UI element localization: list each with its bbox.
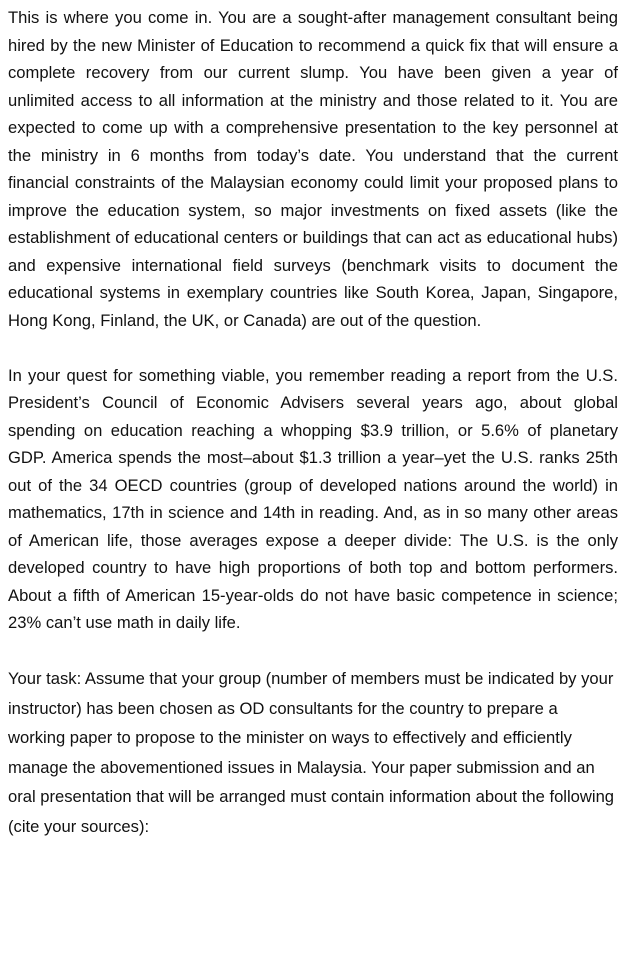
context-paragraph: In your quest for something viable, you remember reading a report from the U.S. President’s Council of Economic Advisers several years ago, about global spending on education reaching a whopping $3.9 trillion, or 5.6% of planetary GDP. America spends the most–about $1.3 trillion a year–yet the U.S. ranks 25th out of the 34 OECD countries (group of developed nations around the world) in mathematics, 17th in science and 14th in reading. And, as in so many other areas of American life, those averages expose a deeper divide: The U.S. is the only developed country to have high proportions of both top and bottom performers. About a fifth of American 15-year-olds do not have basic competence in science; 23% can’t use math in daily life. bbox=[8, 365, 618, 632]
task-paragraph: Your task: Assume that your group (number of members must be indicated by your instructor) has been chosen as OD consultants for the country to prepare a working paper to propose to the minister on ways to effectively and efficiently manage the abovementioned issues in Malaysia. Your paper submission and an oral presentation that will be arranged must contain information about the following (cite your sources): bbox=[8, 669, 615, 836]
intro-paragraph: This is where you come in. You are a sought-after management consultant being hired by the new Minister of Education to recommend a quick fix that will ensure a complete recovery from our current slump. You have been given a year of unlimited access to all information at the ministry and those related to it. You are expected to come up with a comprehensive presentation to the key personnel at the ministry in 6 months from today’s date. You understand that the current financial constraints of the Malaysian economy could limit your proposed plans to improve the education system, so major investments on fixed assets (like the establishment of educational centers or buildings that can act as educational hubs) and expensive international field surveys (benchmark visits to document the educational systems in exemplary countries like South Korea, Japan, Singapore, Hong Kong, Finland, the UK, or Canada) are out of the question. bbox=[8, 8, 618, 330]
